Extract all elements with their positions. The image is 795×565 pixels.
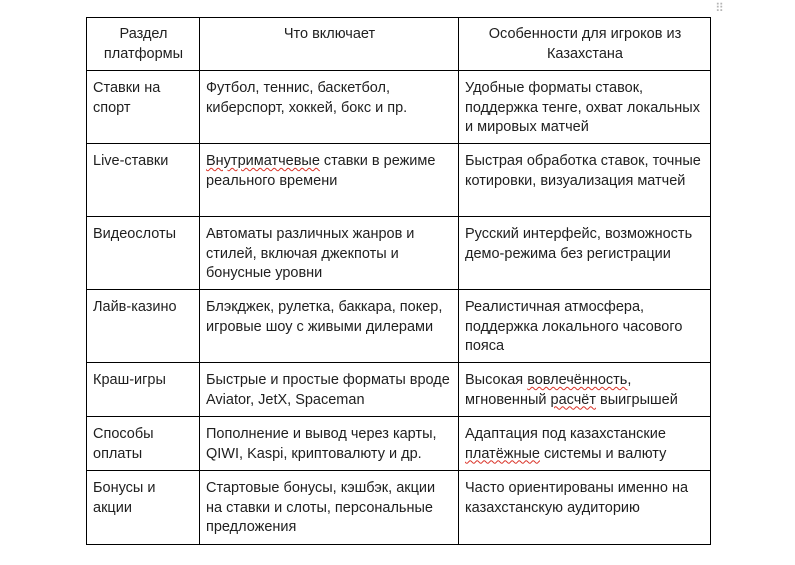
cell-section[interactable]: Способы оплаты: [87, 417, 200, 471]
drag-handle-icon[interactable]: ⠿: [715, 1, 723, 15]
table-row: [87, 144, 711, 217]
cell-includes[interactable]: Быстрые и простые форматы вроде Aviator, JetX, Spaceman: [200, 363, 459, 417]
misspelled-word[interactable]: платёжные: [465, 445, 540, 462]
cell-includes[interactable]: Автоматы различных жанров и стилей, включая джекпоты и бонусные уровни: [200, 217, 459, 290]
misspelled-word[interactable]: вовлечённость: [527, 372, 628, 388]
cell-features[interactable]: [459, 363, 711, 417]
header-cell-section[interactable]: Раздел платформы: [87, 18, 200, 71]
table-row: [87, 363, 711, 417]
table-row: [87, 71, 711, 144]
cell-section[interactable]: Краш-игры: [87, 363, 200, 417]
header-cell-includes[interactable]: Что включает: [200, 18, 459, 71]
table-row: [87, 290, 711, 363]
header-cell-features[interactable]: Особенности для игроков из Казахстана: [459, 18, 711, 71]
cell-section[interactable]: Видеослоты: [87, 217, 200, 290]
cell-features[interactable]: Часто ориентированы именно на казахстанскую аудиторию: [459, 471, 711, 545]
cell-section[interactable]: Ставки на спорт: [87, 71, 200, 144]
cell-includes[interactable]: [200, 144, 459, 217]
platform-table: [86, 17, 711, 545]
cell-text: Адаптация под казахстанские: [465, 426, 666, 442]
cell-features[interactable]: Русский интерфейс, возможность демо-режима без регистрации: [459, 217, 711, 290]
cell-includes[interactable]: Пополнение и вывод через карты, QIWI, Kaspi, криптовалюту и др.: [200, 417, 459, 471]
cell-includes[interactable]: Блэкджек, рулетка, баккара, покер, игровые шоу с живыми дилерами: [200, 290, 459, 363]
cell-includes[interactable]: Стартовые бонусы, кэшбэк, акции на ставки и слоты, персональные предложения: [200, 471, 459, 545]
cell-text: , мгновенный: [465, 372, 632, 408]
table-row: [87, 417, 711, 471]
cell-section[interactable]: Лайв-казино: [87, 290, 200, 363]
cell-includes[interactable]: Футбол, теннис, баскетбол, киберспорт, хоккей, бокс и пр.: [200, 71, 459, 144]
cell-features[interactable]: [459, 417, 711, 471]
cell-text: Высокая: [465, 372, 528, 388]
cell-section[interactable]: Live-ставки: [87, 144, 200, 217]
misspelled-word[interactable]: расчёт: [550, 391, 596, 408]
table-header-row: [87, 18, 711, 71]
cell-features[interactable]: Быстрая обработка ставок, точные котировки, визуализация матчей: [459, 144, 711, 217]
table-row: [87, 217, 711, 290]
cell-text: ставки в режиме реального времени: [206, 153, 436, 189]
table-row: [87, 471, 711, 545]
cell-features[interactable]: Удобные форматы ставок, поддержка тенге, охват локальных и мировых матчей: [459, 71, 711, 144]
misspelled-word[interactable]: Внутриматчевые: [206, 153, 320, 169]
cell-text: системы и валюту: [539, 445, 667, 462]
cell-text: выигрышей: [595, 391, 678, 408]
cell-features[interactable]: Реалистичная атмосфера, поддержка локального часового пояса: [459, 290, 711, 363]
cell-section[interactable]: Бонусы и акции: [87, 471, 200, 545]
